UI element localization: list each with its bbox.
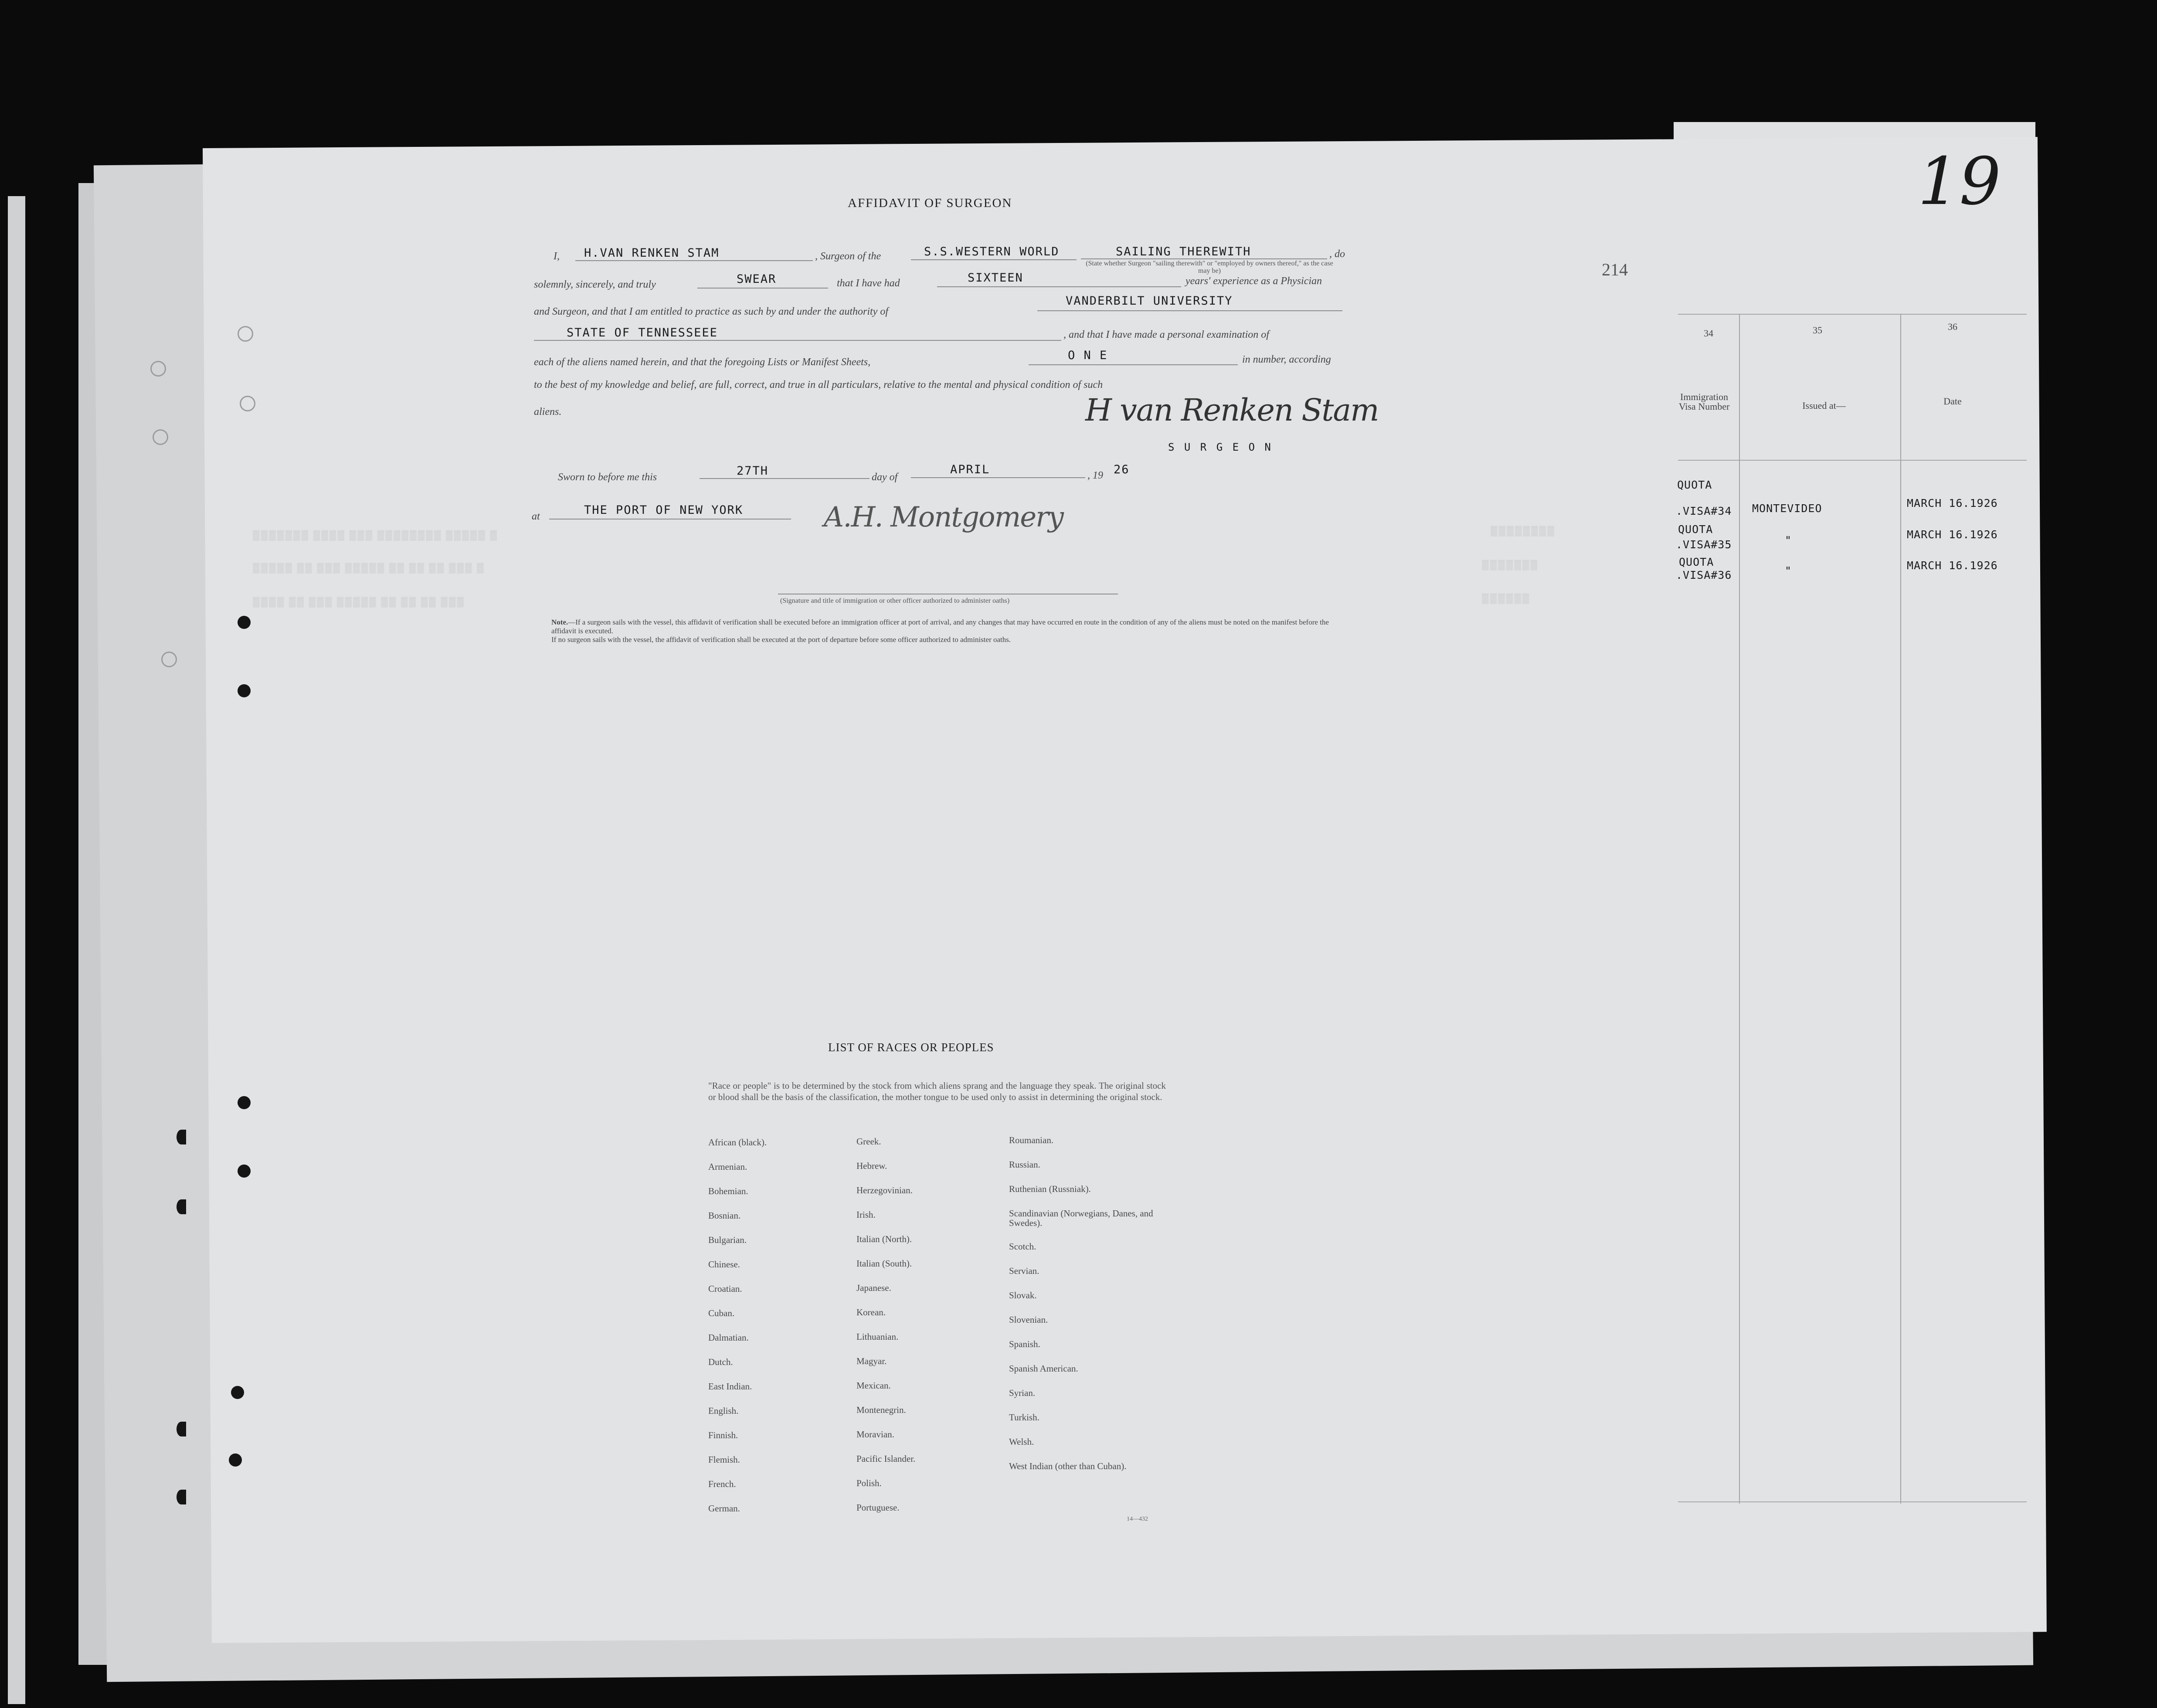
affidavit-text: Sworn to before me this	[558, 472, 657, 483]
race-item: Korean.	[856, 1307, 886, 1318]
fill-line	[575, 260, 813, 261]
race-item: Slovenian.	[1009, 1314, 1048, 1325]
affidavit-text: , do	[1329, 248, 1345, 260]
race-item: Cuban.	[708, 1308, 735, 1318]
binder-hole	[177, 1199, 186, 1214]
binder-hole	[238, 616, 251, 629]
visa-quota-label: QUOTA	[1677, 479, 1712, 491]
fill-line	[549, 519, 791, 520]
race-item: Pacific Islander.	[856, 1453, 916, 1464]
affidavit-text: at	[532, 511, 540, 522]
fill-line	[700, 478, 870, 479]
race-item: Japanese.	[856, 1283, 891, 1293]
race-item: Chinese.	[708, 1259, 740, 1270]
header-date: Date	[1943, 396, 1962, 407]
race-item: Spanish American.	[1009, 1363, 1078, 1374]
race-item: African (black).	[708, 1137, 767, 1148]
affidavit-note	[551, 618, 1349, 635]
faded-manifest-row: ▒▒▒▒ ▒▒ ▒▒▒ ▒▒▒▒▒ ▒▒ ▒▒ ▒▒ ▒▒▒	[253, 596, 465, 607]
col-number-36: 36	[1948, 321, 1957, 332]
race-item: Mexican.	[856, 1380, 891, 1391]
header-issued-at: Issued at—	[1802, 400, 1846, 411]
race-item: Irish.	[856, 1209, 876, 1220]
race-item: Bosnian.	[708, 1210, 741, 1221]
faded-manifest-row: ▒▒▒▒▒ ▒▒ ▒▒▒ ▒▒▒▒▒ ▒▒ ▒▒ ▒▒ ▒▒▒ ▒	[253, 562, 485, 573]
race-item: Hebrew.	[856, 1161, 887, 1171]
visa-number: .VISA#36	[1676, 569, 1732, 581]
race-item: English.	[708, 1406, 739, 1416]
port-name: THE PORT OF NEW YORK	[584, 503, 744, 517]
fill-line	[937, 286, 1181, 287]
years-experience: SIXTEEN	[968, 271, 1023, 285]
race-item: Armenian.	[708, 1161, 747, 1172]
binder-hole	[238, 684, 251, 697]
faded-manifest-row: ▒▒▒▒▒▒▒ ▒▒▒▒ ▒▒▒ ▒▒▒▒▒▒▒▒ ▒▒▒▒▒ ▒	[253, 530, 498, 540]
visa-quota-label: QUOTA	[1678, 523, 1713, 536]
race-item: Polish.	[856, 1478, 882, 1488]
table-rule	[1678, 1501, 2027, 1502]
race-item: Moravian.	[856, 1429, 894, 1440]
race-item: Finnish.	[708, 1430, 738, 1440]
surgeon-name: H.VAN RENKEN STAM	[584, 246, 720, 260]
binder-hole	[240, 396, 255, 411]
race-item: Herzegovinian.	[856, 1185, 913, 1195]
table-rule	[1900, 314, 1901, 1504]
oath-word: SWEAR	[737, 272, 777, 286]
race-item: Bohemian.	[708, 1186, 748, 1196]
faded-manifest-row: ▒▒▒▒▒▒	[1482, 593, 1531, 604]
races-column-2	[856, 1137, 915, 1527]
binder-hole	[238, 326, 253, 342]
race-item: Montenegrin.	[856, 1405, 906, 1415]
officer-caption: (Signature and title of immigration or other officer authorized to administer oaths)	[780, 597, 1010, 604]
sworn-year: 26	[1114, 463, 1130, 476]
affidavit-text: , and that I have made a personal examination of	[1063, 329, 1269, 340]
race-item: Lithuanian.	[856, 1331, 899, 1342]
faded-manifest-row: ▒▒▒▒▒▒▒▒	[1491, 525, 1556, 536]
race-item: German.	[708, 1503, 740, 1514]
form-number: 14—432	[1127, 1516, 1148, 1522]
surgeon-status: SAILING THEREWITH	[1116, 245, 1251, 258]
visa-date: MARCH 16.1926	[1907, 559, 1998, 572]
race-item: Croatian.	[708, 1284, 742, 1294]
race-item: West Indian (other than Cuban).	[1009, 1461, 1127, 1471]
binder-hole	[238, 1096, 251, 1109]
visa-quota-label: QUOTA	[1679, 556, 1714, 568]
affidavit-text: aliens.	[534, 406, 562, 418]
race-item: Scandinavian (Norwegians, Danes, and Swedes).	[1009, 1208, 1153, 1228]
race-item: Dutch.	[708, 1357, 733, 1367]
race-item: Welsh.	[1009, 1436, 1034, 1447]
fill-line	[911, 259, 1077, 260]
affidavit-text: day of	[872, 472, 898, 483]
officer-signature: A.H. Montgomery	[824, 501, 1063, 533]
visa-number: .VISA#34	[1676, 505, 1732, 517]
affidavit-text: to the best of my knowledge and belief, are full, correct, and true in all particulars, relative to the mental and physical condition of such	[534, 379, 1103, 390]
sworn-day: 27TH	[737, 464, 769, 478]
affidavit-text: , 19	[1087, 470, 1103, 481]
race-item: Bulgarian.	[708, 1235, 747, 1245]
fill-line	[697, 288, 828, 289]
binder-hole	[161, 652, 177, 667]
race-item: Greek.	[856, 1136, 881, 1147]
printed-page-number: 214	[1602, 260, 1628, 279]
race-item: Russian.	[1009, 1159, 1040, 1170]
affidavit-text: I,	[554, 251, 560, 262]
left-page-edge	[8, 196, 25, 1704]
race-item: Flemish.	[708, 1454, 740, 1465]
sworn-month: APRIL	[950, 463, 990, 476]
affidavit-note-2: If no surgeon sails with the vessel, the affidavit of verification shall be executed at the port of departure before some officer authorized to administer oaths.	[551, 635, 1011, 644]
table-rule	[1678, 314, 2027, 315]
races-column-3	[1009, 1135, 1166, 1486]
affidavit-text: , Surgeon of the	[815, 251, 881, 262]
race-item: Ruthenian (Russniak).	[1009, 1184, 1091, 1194]
race-item: Spanish.	[1009, 1339, 1040, 1349]
affidavit-text: years' experience as a Physician	[1186, 275, 1322, 287]
affidavit-text: and Surgeon, and that I am entitled to practice as such by and under the authority of	[534, 306, 888, 317]
race-item: Dalmatian.	[708, 1332, 749, 1343]
fill-line	[1081, 258, 1327, 259]
surgeon-signature: H van Renken Stam	[1085, 392, 1379, 428]
surgeon-signature-role: S U R G E O N	[1168, 441, 1273, 453]
handwritten-page-number: 19	[1918, 144, 2001, 220]
binder-hole	[177, 1130, 186, 1144]
binder-hole	[177, 1490, 186, 1504]
affidavit-text: each of the aliens named herein, and that the foregoing Lists or Manifest Sheets,	[534, 357, 871, 368]
visa-date: MARCH 16.1926	[1907, 497, 1998, 509]
race-item: Servian.	[1009, 1266, 1039, 1276]
fill-line	[1037, 310, 1342, 311]
visa-date: MARCH 16.1926	[1907, 528, 1998, 541]
table-rule	[1678, 460, 2027, 461]
sheet-count: O N E	[1068, 349, 1108, 362]
race-item: East Indian.	[708, 1381, 752, 1392]
races-intro: "Race or people" is to be determined by the stock from which aliens sprang and the language they speak. The original stock or blood shall be the basis of the classification, the mother tongue to be used only to assist in determining the original stock.	[708, 1080, 1166, 1102]
binder-hole	[177, 1422, 186, 1436]
race-item: Italian (South).	[856, 1258, 912, 1269]
race-item: Italian (North).	[856, 1234, 912, 1244]
authority-continued: STATE OF TENNESSEEE	[567, 326, 718, 340]
fill-line	[1029, 364, 1238, 365]
header-visa-number: Immigration Visa Number	[1678, 391, 1730, 412]
race-item: Turkish.	[1009, 1412, 1039, 1423]
race-item: Slovak.	[1009, 1290, 1037, 1301]
authority: VANDERBILT UNIVERSITY	[1066, 294, 1233, 308]
binder-hole	[150, 361, 166, 377]
race-item: French.	[708, 1479, 736, 1489]
race-item: Magyar.	[856, 1356, 887, 1366]
col-number-34: 34	[1704, 328, 1713, 339]
binder-hole	[238, 1165, 251, 1178]
visa-issued-at: "	[1785, 534, 1792, 547]
visa-issued-at: MONTEVIDEO	[1752, 502, 1822, 515]
ship-name: S.S.WESTERN WORLD	[924, 245, 1060, 258]
affidavit-text: that I have had	[837, 278, 900, 289]
races-title: LIST OF RACES OR PEOPLES	[828, 1041, 994, 1054]
faded-manifest-row: ▒▒▒▒▒▒▒	[1482, 559, 1539, 570]
visa-issued-at: "	[1785, 564, 1792, 577]
race-item: Scotch.	[1009, 1241, 1036, 1252]
fill-line	[911, 477, 1085, 478]
binder-hole	[153, 429, 168, 445]
affidavit-text: in number, according	[1242, 354, 1331, 365]
note-label: Note.	[551, 618, 568, 626]
status-instruction: (State whether Surgeon "sailing therewith" or "employed by owners thereof," as the case may be)	[1086, 260, 1333, 275]
binder-hole	[231, 1386, 244, 1399]
races-column-1	[708, 1138, 767, 1528]
table-rule	[1739, 314, 1740, 1504]
race-item: Roumanian.	[1009, 1135, 1054, 1145]
race-item: Syrian.	[1009, 1388, 1036, 1398]
col-number-35: 35	[1813, 325, 1822, 336]
affidavit-title: AFFIDAVIT OF SURGEON	[848, 196, 1012, 210]
fill-line	[534, 340, 1061, 341]
visa-number: .VISA#35	[1676, 538, 1732, 551]
binder-hole	[229, 1453, 242, 1467]
race-item: Portuguese.	[856, 1502, 900, 1513]
affidavit-text: solemnly, sincerely, and truly	[534, 279, 656, 290]
note-text: —If a surgeon sails with the vessel, this affidavit of verification shall be executed before an immigration officer at port of arrival, and any changes that may have occurred en route in the condition of any of the aliens must be noted on the manifest before the affidavit is executed.	[551, 618, 1329, 635]
